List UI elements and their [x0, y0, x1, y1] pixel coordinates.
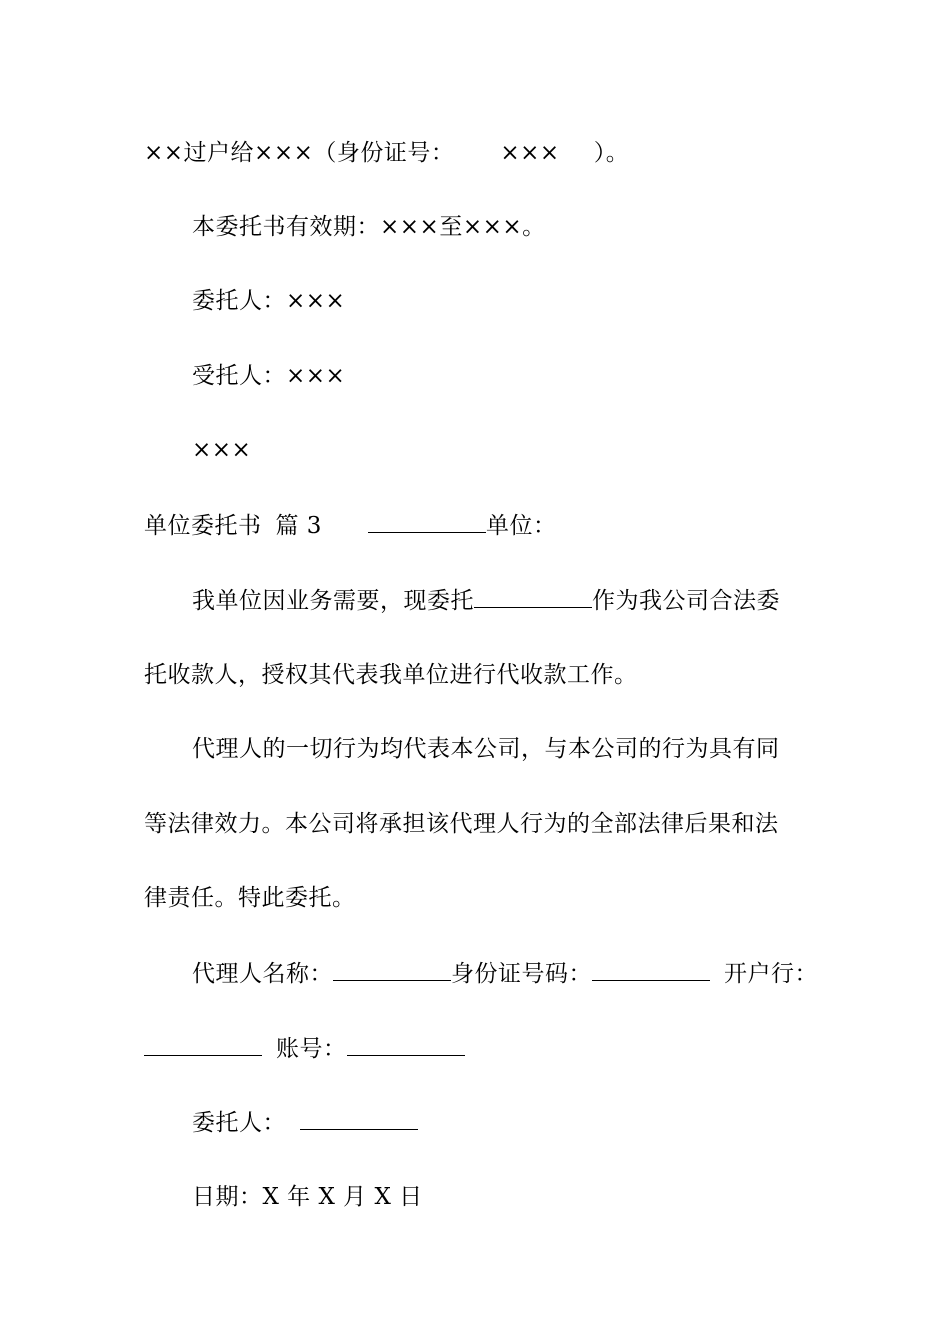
bank-label: 开户行：: [724, 961, 818, 987]
p1-text-a: 我单位因业务需要，现委托: [192, 588, 474, 614]
section-heading: [144, 510, 556, 541]
paragraph-2-line-2: 等法律效力。本公司将承担该代理人行为的全部法律后果和法: [144, 811, 779, 837]
account-line: [144, 1033, 465, 1064]
agent-name-label: 代理人名称：: [192, 961, 333, 987]
p1-text-b: 作为我公司合法委: [592, 588, 780, 614]
section-number: 篇 3: [275, 513, 322, 539]
signature-line: ×××: [192, 437, 252, 463]
section-title: 单位委托书: [144, 513, 262, 539]
unit-label: 单位：: [485, 513, 557, 539]
principal-sign-label: 委托人：: [192, 1110, 286, 1136]
date-line: 日期：X 年 X 月 X 日: [192, 1184, 423, 1210]
agent-info-line: [192, 958, 818, 989]
validity-line: 本委托书有效期：×××至×××。: [192, 214, 546, 240]
agent-line: 受托人：×××: [192, 363, 346, 389]
principal-sign-blank: [300, 1107, 418, 1130]
principal-line: 委托人：×××: [192, 288, 346, 314]
id-number-blank: [592, 958, 710, 981]
paragraph-1-line-2: 托收款人，授权其代表我单位进行代收款工作。: [144, 662, 638, 688]
account-label: 账号：: [276, 1036, 347, 1062]
paragraph-2-line-1: 代理人的一切行为均代表本公司，与本公司的行为具有同: [192, 736, 780, 762]
id-number-label: 身份证号码：: [451, 961, 592, 987]
principal-sign-line: [192, 1107, 418, 1138]
paragraph-1-line-1: [192, 585, 780, 616]
unit-blank: [368, 510, 486, 533]
agent-name-blank: [333, 958, 451, 981]
transfer-end: ）。: [593, 140, 630, 166]
transfer-id: ×××: [500, 140, 560, 166]
bank-blank: [144, 1033, 262, 1056]
transfer-text: ××过户给×××（身份证号：: [144, 140, 455, 166]
account-blank: [347, 1033, 465, 1056]
transfer-line: [144, 138, 629, 168]
entrusted-blank: [474, 585, 592, 608]
paragraph-2-line-3: 律责任。特此委托。: [144, 885, 356, 911]
